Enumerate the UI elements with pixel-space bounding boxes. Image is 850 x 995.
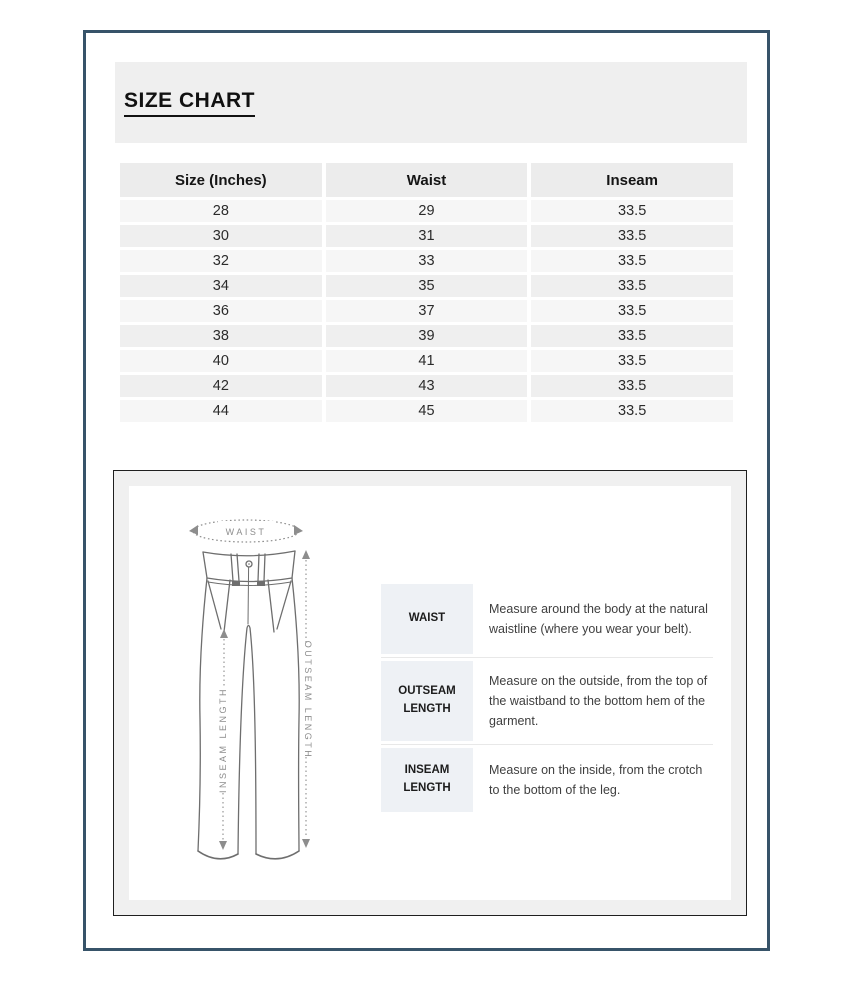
waist-cell: 29: [326, 200, 528, 222]
table-row: [120, 350, 733, 372]
inseam-cell: 33.5: [531, 400, 733, 422]
size-cell: 28: [120, 200, 322, 222]
waist-cell: 31: [326, 225, 528, 247]
inseam-cell: 33.5: [531, 225, 733, 247]
inseam-cell: 33.5: [531, 325, 733, 347]
title-band: [115, 62, 747, 143]
size-table: [116, 160, 737, 425]
measurement-guide-box: [113, 470, 747, 916]
column-header-inseam: Inseam: [531, 163, 733, 197]
size-cell: 32: [120, 250, 322, 272]
inseam-cell: 33.5: [531, 275, 733, 297]
definition-description: Measure around the body at the natural waistline (where you wear your belt).: [489, 602, 708, 636]
inseam-arrow-up: [220, 629, 228, 638]
pants-diagram: [141, 504, 401, 898]
waist-measure: [189, 520, 303, 542]
waist-cell: 45: [326, 400, 528, 422]
column-header-size: Size (Inches): [120, 163, 322, 197]
outseam-measure: [302, 550, 313, 848]
definition-term: WAIST: [381, 584, 473, 654]
definitions-table: [381, 584, 713, 812]
table-row: [120, 300, 733, 322]
measurement-guide-panel: [129, 486, 731, 900]
table-row: [120, 225, 733, 247]
size-cell: 38: [120, 325, 322, 347]
definition-row-waist: [381, 584, 713, 654]
outseam-arrow-down: [302, 839, 310, 848]
inseam-cell: 33.5: [531, 350, 733, 372]
definition-term: OUTSEAM LENGTH: [381, 661, 473, 741]
table-row: [120, 200, 733, 222]
waist-cell: 41: [326, 350, 528, 372]
inseam-cell: 33.5: [531, 375, 733, 397]
content-frame: [83, 30, 770, 951]
outseam-arrow-up: [302, 550, 310, 559]
definition-row-outseam: [381, 657, 713, 741]
definition-description: Measure on the inside, from the crotch to the bottom of the leg.: [489, 763, 703, 797]
table-row: [120, 400, 733, 422]
table-row: [120, 325, 733, 347]
outseam-measure-label: OUTSEAM LENGTH: [303, 640, 313, 760]
pants-outline: [198, 551, 299, 859]
waist-arrow-left: [189, 525, 198, 535]
inseam-cell: 33.5: [531, 300, 733, 322]
size-cell: 34: [120, 275, 322, 297]
size-cell: 42: [120, 375, 322, 397]
waist-cell: 37: [326, 300, 528, 322]
waist-arrow-right: [294, 525, 303, 535]
definition-row-inseam: [381, 744, 713, 812]
table-row: [120, 275, 733, 297]
definition-description: Measure on the outside, from the top of the waistband to the bottom hem of the garment.: [489, 674, 708, 728]
inseam-arrow-down: [219, 841, 227, 850]
definition-term: INSEAM LENGTH: [381, 748, 473, 812]
inseam-cell: 33.5: [531, 200, 733, 222]
table-row: [120, 375, 733, 397]
waist-cell: 43: [326, 375, 528, 397]
size-cell: 36: [120, 300, 322, 322]
waist-cell: 33: [326, 250, 528, 272]
waist-cell: 39: [326, 325, 528, 347]
size-cell: 44: [120, 400, 322, 422]
size-table-header: [120, 163, 733, 197]
inseam-measure: [218, 629, 228, 850]
inseam-cell: 33.5: [531, 250, 733, 272]
waist-cell: 35: [326, 275, 528, 297]
size-cell: 40: [120, 350, 322, 372]
waist-measure-label: WAIST: [225, 527, 267, 537]
size-cell: 30: [120, 225, 322, 247]
table-row: [120, 250, 733, 272]
inseam-measure-label: INSEAM LENGTH: [218, 686, 228, 794]
column-header-waist: Waist: [326, 163, 528, 197]
page-title: SIZE CHART: [124, 89, 255, 117]
